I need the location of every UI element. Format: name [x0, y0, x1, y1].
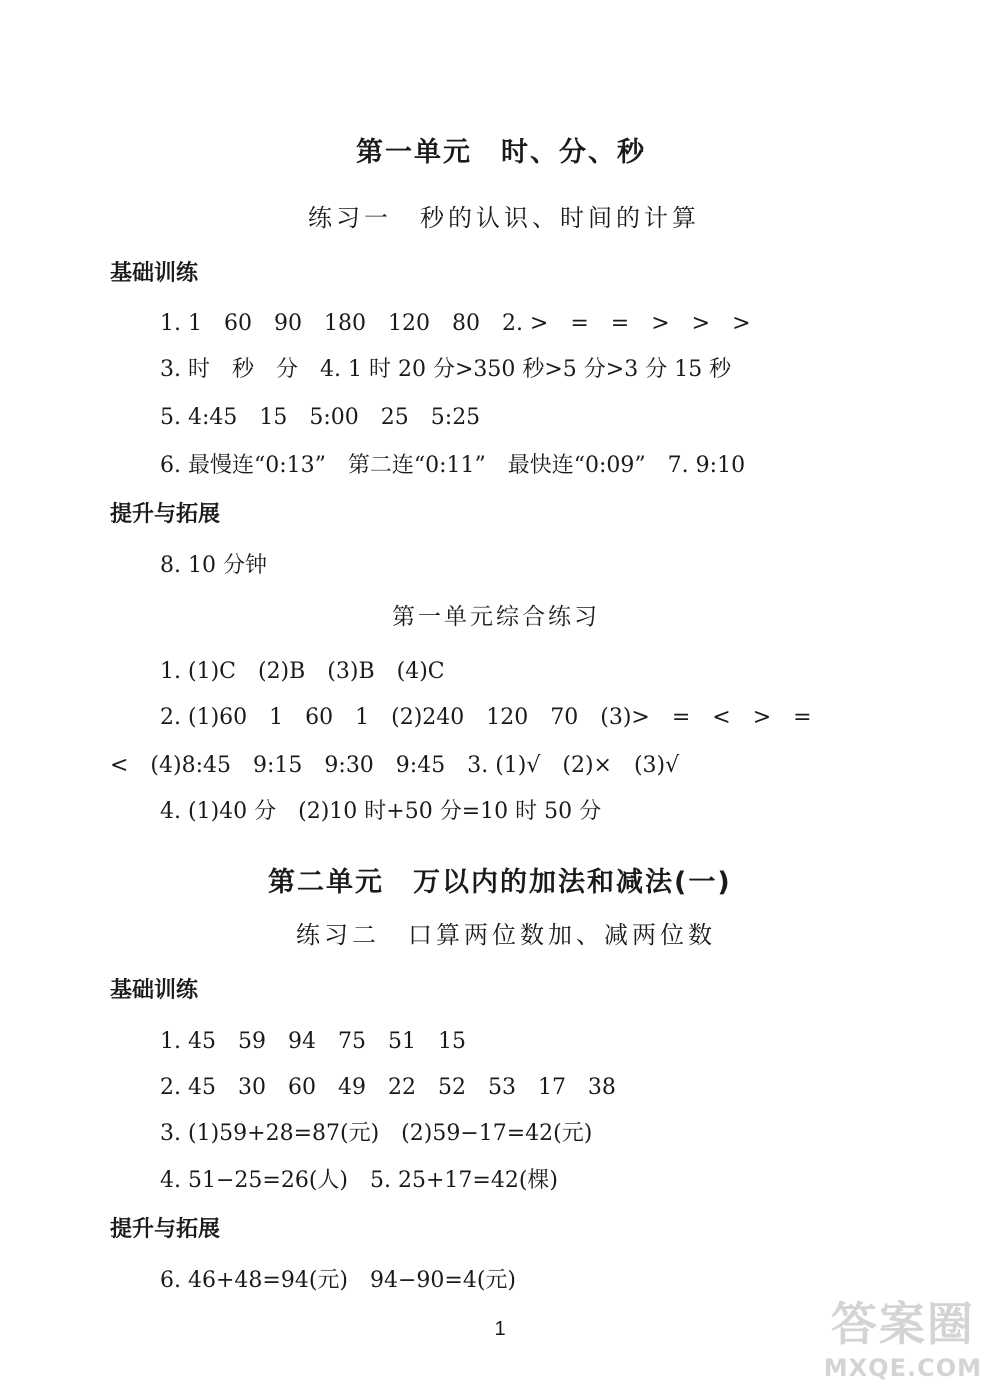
answer-line: 2. 45 30 60 49 22 52 53 17 38: [160, 1075, 616, 1100]
unit1-title: 第一单元 时、分、秒: [356, 137, 646, 168]
answer-line: 1. 1 60 90 180 120 80 2. > = = > > >: [160, 311, 751, 336]
watermark-logo: [824, 1288, 982, 1382]
answer-line: 6. 最慢连“0:13” 第二连“0:11” 最快连“0:09” 7. 9:10: [160, 453, 746, 478]
watermark-url: MXQE.COM: [823, 1354, 982, 1382]
answer-line: 1. 45 59 94 75 51 15: [160, 1029, 466, 1054]
exercise2-title: 练习二 口算两位数加、减两位数: [296, 921, 716, 949]
extension-heading: 提升与拓展: [110, 1217, 221, 1242]
page-number: 1: [494, 1318, 506, 1340]
basic-training-heading: 基础训练: [110, 978, 199, 1003]
answer-line: 4. (1)40 分 (2)10 时+50 分=10 时 50 分: [160, 799, 602, 824]
answer-line: 4. 51−25=26(人) 5. 25+17=42(棵): [160, 1168, 558, 1193]
answer-line: 3. (1)59+28=87(元) (2)59−17=42(元): [160, 1121, 593, 1146]
extension-heading: 提升与拓展: [110, 502, 221, 527]
watermark-text: 答案圈: [830, 1297, 975, 1351]
exercise1-title: 练习一 秒的认识、时间的计算: [308, 204, 700, 232]
answer-line: 2. (1)60 1 60 1 (2)240 120 70 (3)> = < > =: [160, 705, 812, 730]
answer-line: 6. 46+48=94(元) 94−90=4(元): [160, 1268, 517, 1293]
answer-line: 1. (1)C (2)B (3)B (4)C: [160, 659, 445, 684]
basic-training-heading: 基础训练: [110, 261, 199, 286]
unit2-title: 第二单元 万以内的加法和减法(一): [268, 867, 732, 898]
answer-line: 3. 时 秒 分 4. 1 时 20 分>350 秒>5 分>3 分 15 秒: [160, 357, 732, 382]
answer-line: 5. 4:45 15 5:00 25 5:25: [160, 405, 481, 430]
answer-line: 8. 10 分钟: [160, 553, 267, 578]
unit1-review-title: 第一单元综合练习: [392, 604, 600, 630]
answer-line: < (4)8:45 9:15 9:30 9:45 3. (1)√ (2)× (3)√: [110, 753, 680, 778]
